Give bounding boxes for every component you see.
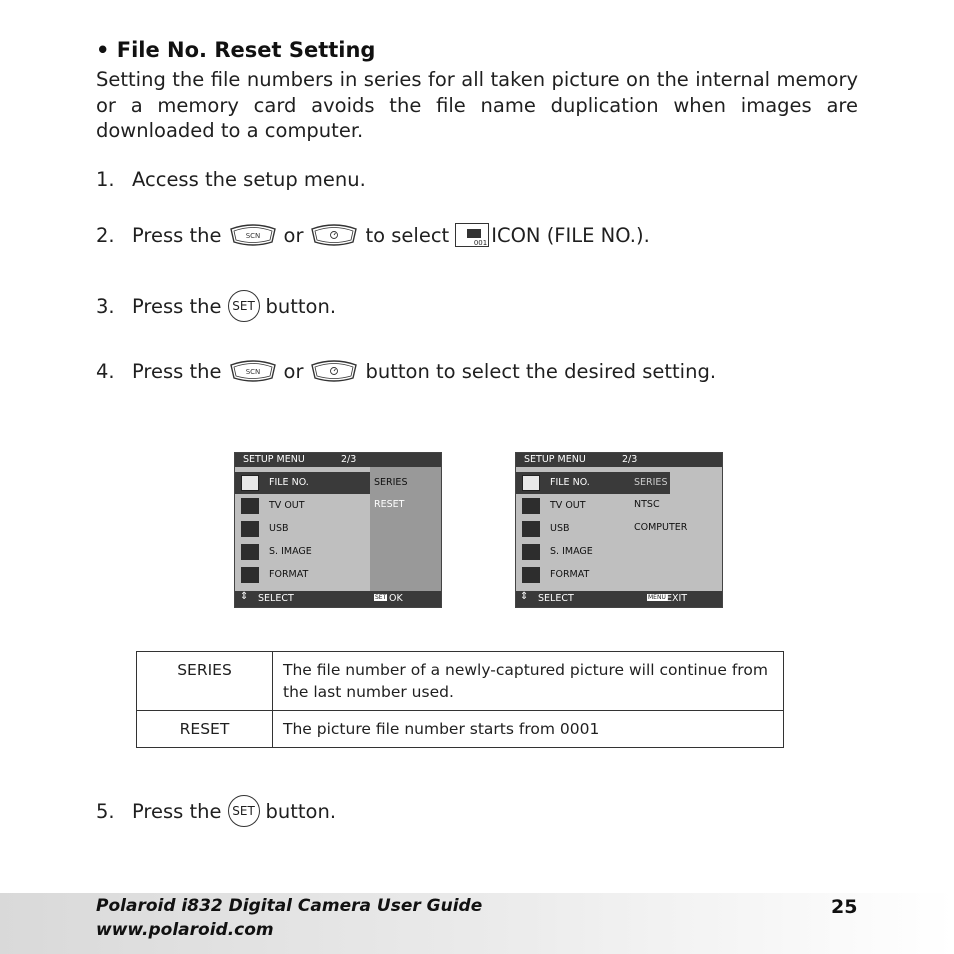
lcd-item-tv-out: TV OUT	[235, 495, 370, 517]
lcd-option-series: SERIES	[374, 477, 408, 488]
set-button-icon: SET	[228, 795, 260, 827]
lcd-select-label: SELECT	[258, 593, 294, 604]
format-icon	[522, 567, 540, 583]
tv-out-icon	[522, 498, 540, 514]
step-text: Press the	[132, 223, 222, 247]
step-text: or	[283, 223, 304, 247]
lcd-menu	[516, 467, 634, 593]
lcd-menu	[235, 467, 370, 593]
lcd-title: SETUP MENU	[243, 454, 305, 465]
step-2	[96, 223, 650, 247]
table-row	[137, 652, 784, 711]
intro-paragraph: Setting the file numbers in series for all taken picture on the internal memory or a memory card avoids the file name duplication when images are downloaded to a computer.	[96, 68, 858, 142]
step-text: button to select the desired setting.	[365, 359, 717, 383]
lcd-options-panel	[370, 467, 441, 593]
lcd-item-s-image: S. IMAGE	[235, 541, 370, 563]
table-row	[137, 711, 784, 748]
lcd-page: 2/3	[622, 454, 638, 465]
step-5	[96, 795, 336, 827]
lcd-screen-setup-right	[515, 452, 723, 608]
file-no-icon	[522, 475, 540, 491]
menu-key-icon: MENU	[648, 594, 666, 601]
step-number: 2.	[96, 223, 115, 247]
step-text: Press the	[132, 294, 222, 318]
step-text: or	[283, 359, 304, 383]
lcd-screen-setup-left	[234, 452, 442, 608]
lcd-item-format: FORMAT	[516, 564, 634, 586]
up-down-arrow-icon: ⇕	[240, 591, 249, 602]
scn-button-icon	[228, 359, 278, 383]
self-timer-button-icon	[309, 223, 359, 247]
lcd-page: 2/3	[341, 454, 357, 465]
file-no-icon: 001	[455, 223, 489, 247]
lcd-ok-label: OK	[389, 593, 403, 604]
table-cell-desc: The file number of a newly-captured picture will continue from the last number used.	[273, 652, 784, 711]
format-icon	[241, 567, 259, 583]
lcd-select-label: SELECT	[538, 593, 574, 604]
step-text: button.	[265, 799, 337, 823]
step-text: to select	[365, 223, 450, 247]
usb-icon	[522, 521, 540, 537]
tv-out-icon	[241, 498, 259, 514]
step-number: 5.	[96, 799, 115, 823]
footer-title: Polaroid i832 Digital Camera User Guide	[96, 896, 483, 916]
scn-label: SCN	[245, 368, 260, 376]
four-way-arrow-icon: ⇕	[520, 591, 529, 602]
set-button-icon: SET	[228, 290, 260, 322]
lcd-option-reset: RESET	[374, 499, 405, 510]
step-text: Access the setup menu.	[132, 168, 366, 191]
lcd-options-panel	[634, 467, 722, 593]
settings-table	[136, 651, 784, 748]
section-heading: • File No. Reset Setting	[96, 38, 376, 62]
step-text: Press the	[132, 799, 222, 823]
lcd-item-usb: USB	[516, 518, 634, 540]
lcd-exit-label: EXIT	[666, 593, 688, 604]
page-footer	[0, 893, 954, 954]
lcd-item-usb: USB	[235, 518, 370, 540]
lcd-item-format: FORMAT	[235, 564, 370, 586]
table-cell-desc: The picture file number starts from 0001	[273, 711, 784, 748]
usb-icon	[241, 521, 259, 537]
footer-url: www.polaroid.com	[96, 920, 274, 940]
step-1	[96, 168, 366, 191]
step-text: button.	[265, 294, 337, 318]
step-text: Press the	[132, 359, 222, 383]
scn-label: SCN	[245, 232, 260, 240]
lcd-option-computer: COMPUTER	[634, 522, 688, 533]
table-cell-key: RESET	[137, 711, 273, 748]
lcd-item-tv-out: TV OUT	[516, 495, 634, 517]
lcd-bottom-bar	[235, 591, 441, 607]
s-image-icon	[522, 544, 540, 560]
lcd-bottom-bar	[516, 591, 722, 607]
step-text: ICON (FILE NO.).	[491, 223, 650, 247]
lcd-title: SETUP MENU	[524, 454, 586, 465]
lcd-item-s-image: S. IMAGE	[516, 541, 634, 563]
scn-button-icon	[228, 223, 278, 247]
lcd-option-ntsc: NTSC	[634, 499, 660, 510]
lcd-item-file-no: FILE NO.	[516, 472, 634, 494]
self-timer-button-icon	[309, 359, 359, 383]
step-number: 3.	[96, 294, 115, 318]
set-key-icon: SET	[375, 594, 387, 601]
step-3	[96, 290, 336, 322]
step-number: 1.	[96, 168, 115, 191]
step-number: 4.	[96, 359, 115, 383]
step-4	[96, 359, 716, 383]
page-number: 25	[831, 896, 858, 918]
lcd-item-file-no: FILE NO.	[235, 472, 370, 494]
lcd-title-bar	[235, 453, 441, 467]
s-image-icon	[241, 544, 259, 560]
file-no-icon	[241, 475, 259, 491]
lcd-title-bar	[516, 453, 722, 467]
table-cell-key: SERIES	[137, 652, 273, 711]
lcd-option-series: SERIES	[634, 472, 670, 494]
